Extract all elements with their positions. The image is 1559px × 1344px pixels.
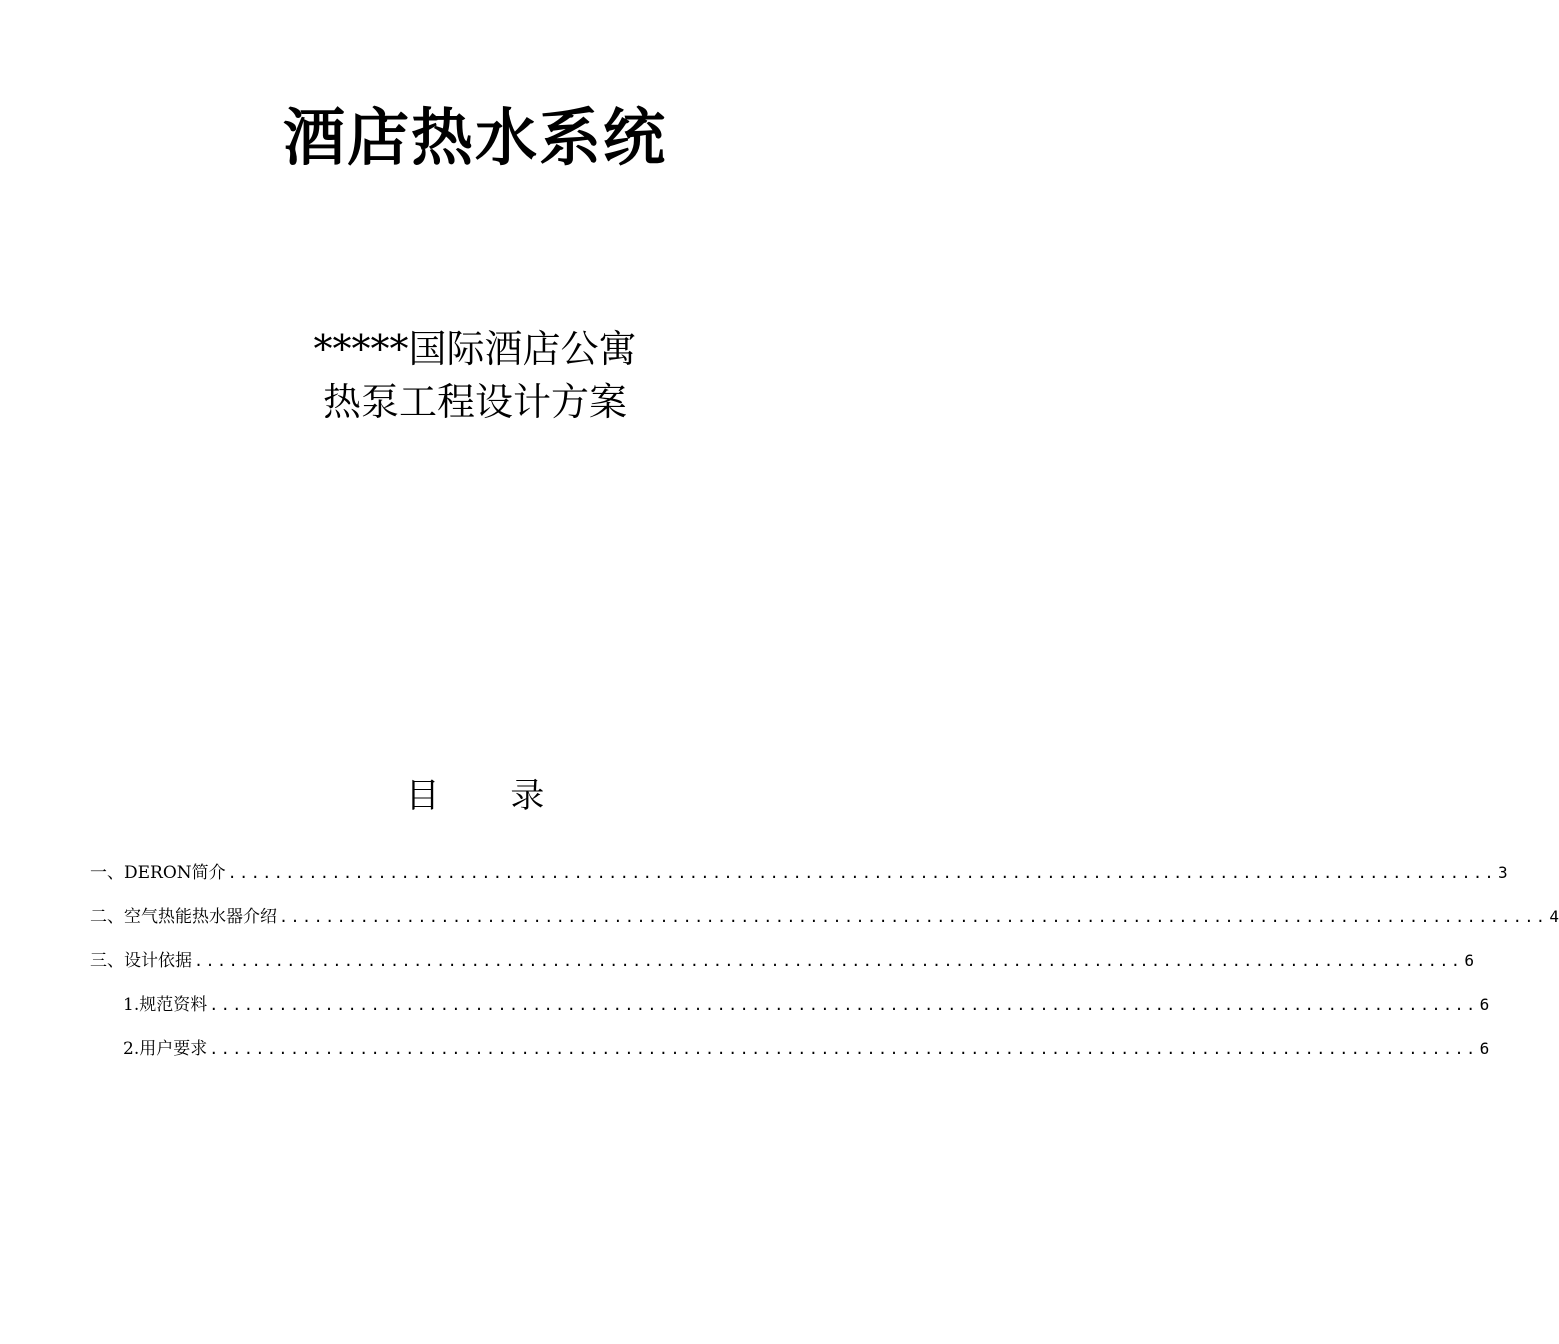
toc-entry-heater-intro[interactable] [90, 904, 1559, 930]
toc-dot-leader: .............................................................................................................. [194, 952, 1463, 970]
toc-page-number: 6 [1464, 951, 1475, 970]
toc-entry-design-basis[interactable] [90, 948, 1475, 974]
toc-entry-label: 1.规范资料 [123, 995, 208, 1015]
toc-entry-label: 2.用户要求 [123, 1039, 208, 1059]
project-subtitle: 热泵工程设计方案 [322, 380, 627, 424]
toc-entry-label: 三、设计依据 [90, 951, 192, 971]
project-name: *****国际酒店公寓 [313, 327, 637, 371]
toc-dot-leader: .............................................................................................................. [279, 908, 1548, 926]
toc-dot-leader: .............................................................................................................. [209, 1040, 1478, 1058]
toc-page-number: 3 [1498, 863, 1508, 882]
toc-entry-label: 一、DERON简介 [90, 863, 226, 883]
toc-dot-leader: .............................................................................................................. [209, 996, 1478, 1014]
toc-entry-spec-docs[interactable] [123, 992, 1490, 1018]
toc-entry-user-requirements[interactable] [123, 1036, 1490, 1062]
toc-entry-label: 二、空气热能热水器介绍 [90, 907, 277, 927]
toc-page-number: 6 [1479, 995, 1490, 1014]
toc-entry-deron-intro[interactable] [90, 860, 1508, 886]
toc-page-number: 4 [1549, 907, 1559, 926]
toc-dot-leader: .............................................................................................................. [227, 864, 1497, 882]
toc-page-number: 6 [1479, 1039, 1490, 1058]
document-title: 酒店热水系统 [282, 101, 667, 174]
toc-heading: 目 录 [405, 776, 575, 816]
